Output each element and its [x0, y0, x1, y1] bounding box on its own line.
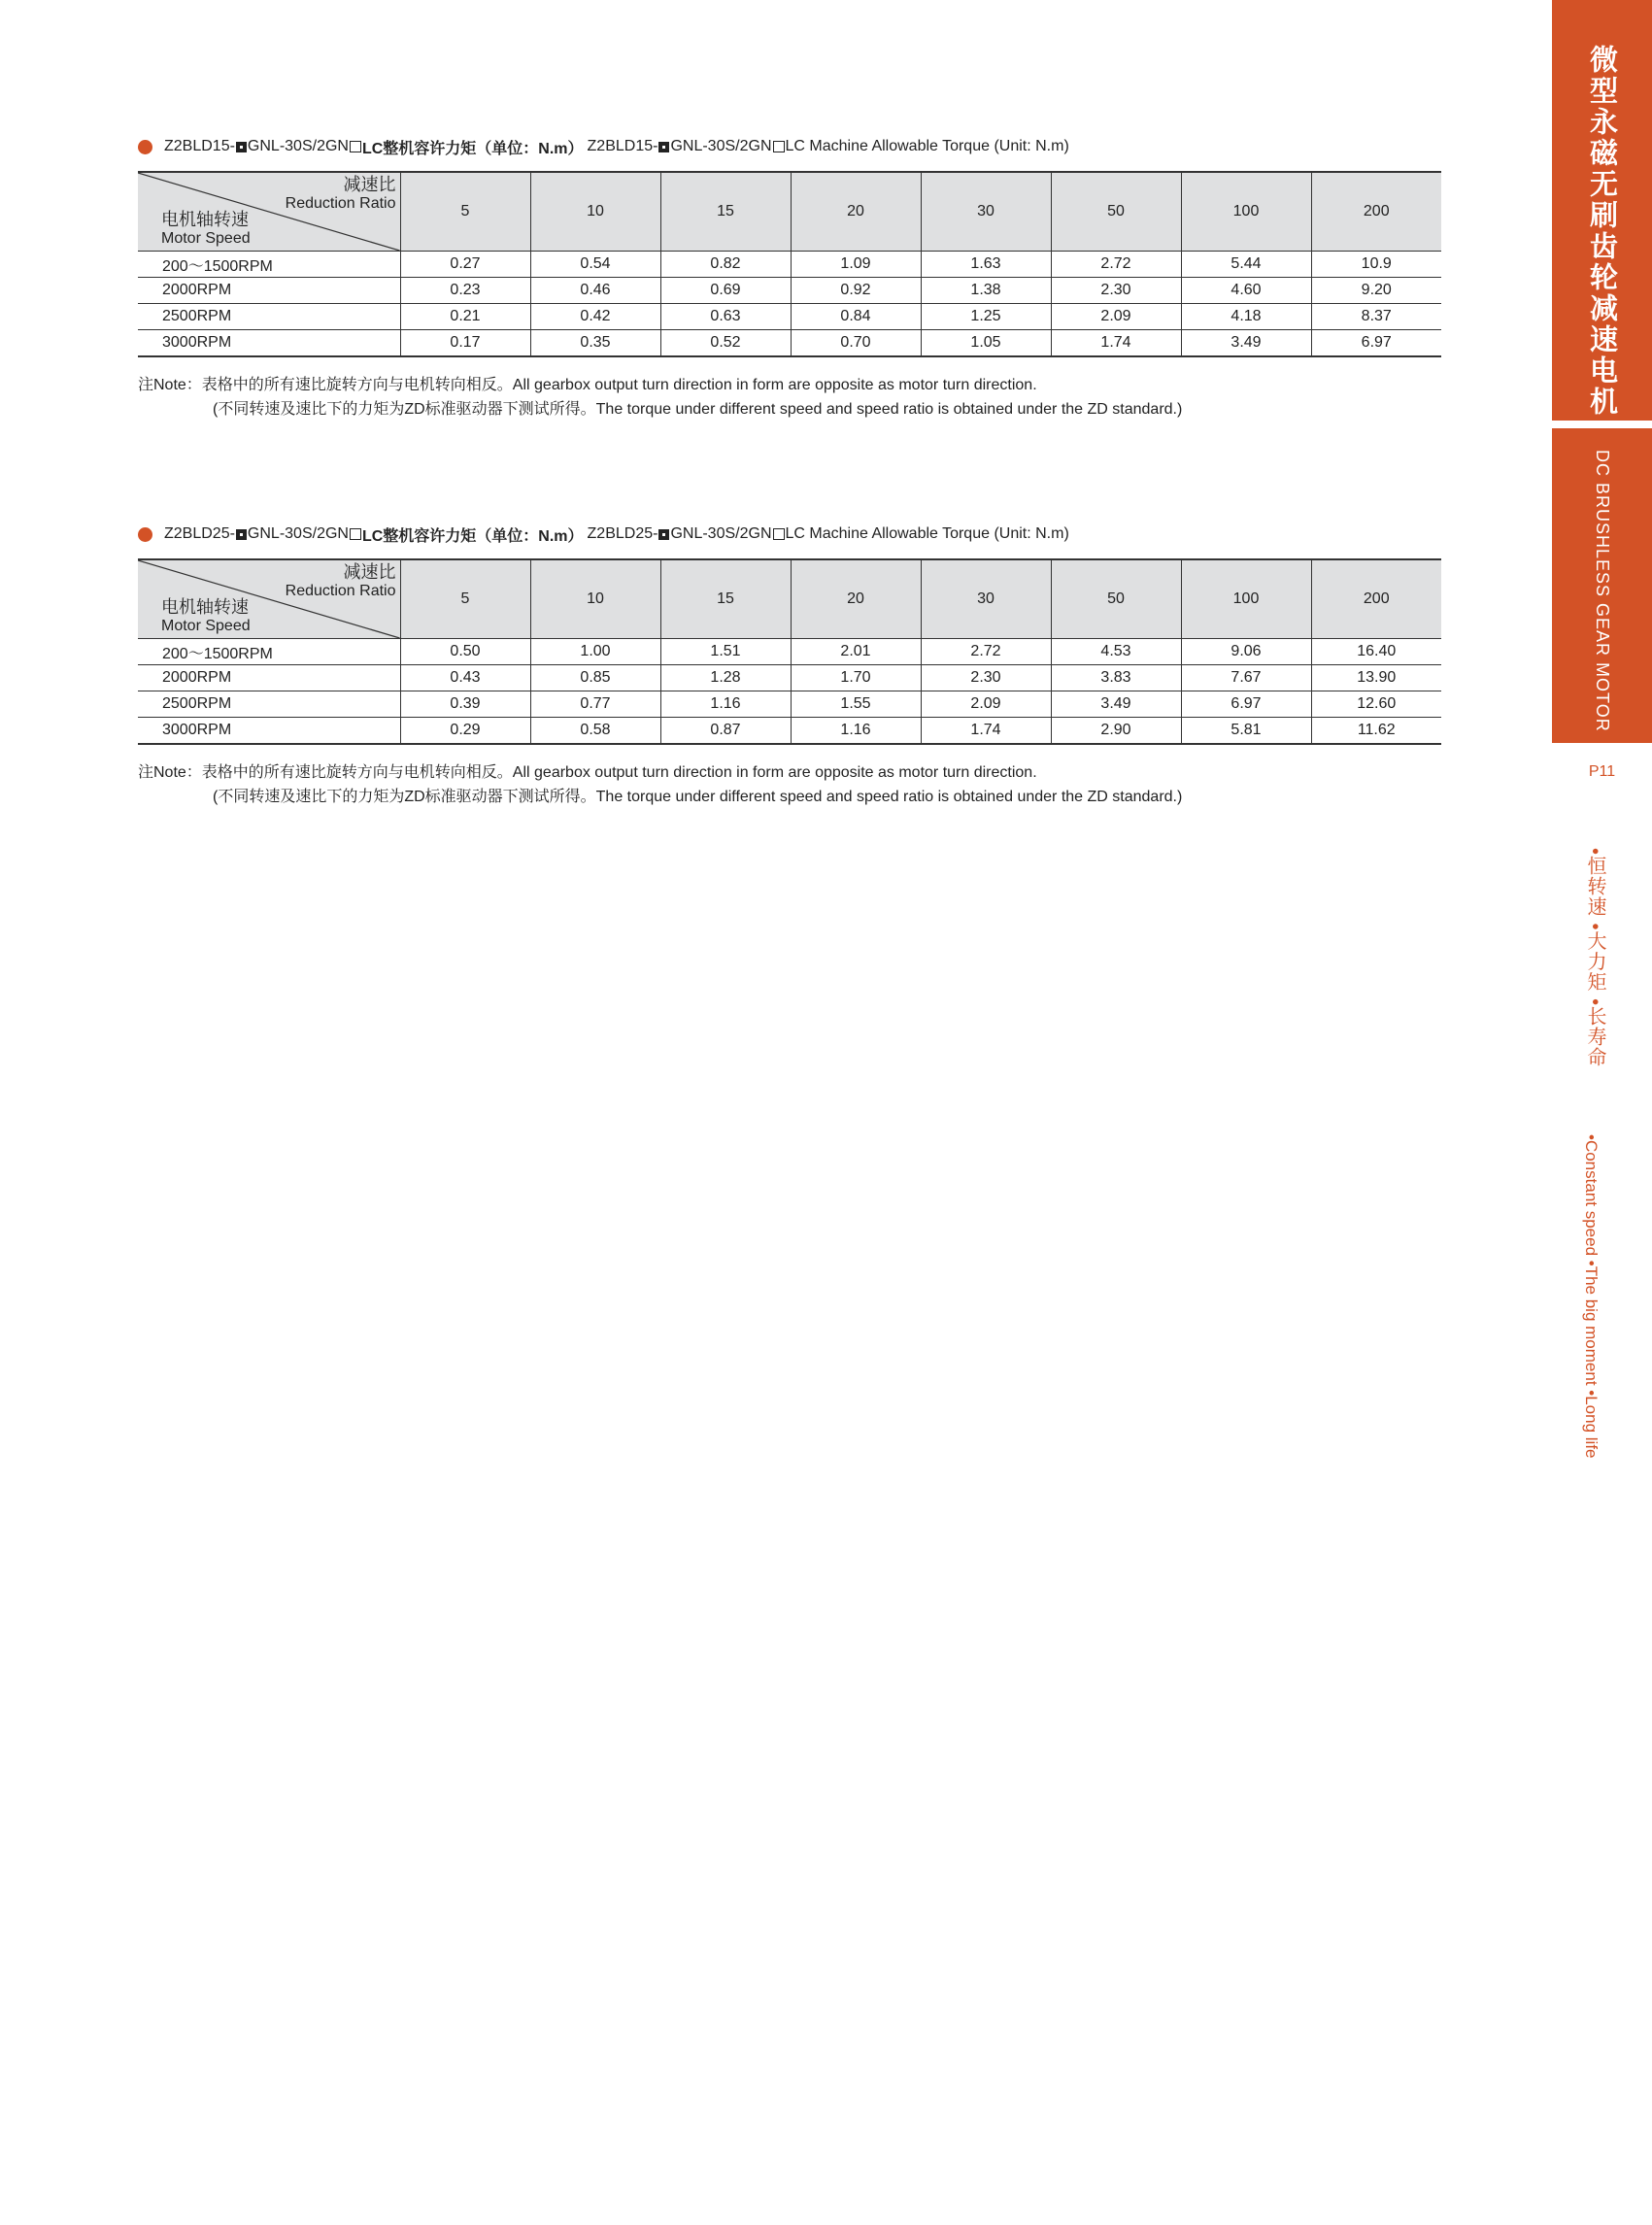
torque-cell: 0.70 [791, 330, 921, 357]
features-en: •Constant speed •The big moment •Long life [1582, 1134, 1601, 1459]
note [138, 373, 1441, 421]
title-en-suffix: LC Machine Allowable Torque (Unit: N.m) [785, 525, 1069, 542]
ratio-header: 20 [791, 172, 921, 252]
torque-cell: 0.77 [530, 691, 660, 718]
features-cn: •恒转速 •大力矩 •长寿命 [1584, 848, 1605, 1068]
torque-cell: 1.55 [791, 691, 921, 718]
torque-cell: 2.72 [1051, 252, 1181, 278]
table-row [138, 691, 1441, 718]
bullet-dot-icon [138, 527, 152, 542]
torque-cell: 1.25 [921, 304, 1051, 330]
torque-cell: 2.90 [1051, 718, 1181, 745]
speed-cell: 2000RPM [138, 278, 400, 304]
title-en-suffix: LC Machine Allowable Torque (Unit: N.m) [785, 138, 1069, 154]
sidebar-title-block [1552, 0, 1652, 421]
model-prefix: Z2BLD15- [164, 138, 235, 154]
torque-table [138, 171, 1441, 357]
torque-cell: 0.85 [530, 665, 660, 691]
torque-cell: 1.16 [791, 718, 921, 745]
ratio-header: 30 [921, 559, 1051, 639]
ratio-header: 5 [400, 172, 530, 252]
torque-cell: 1.00 [530, 639, 660, 665]
section-heading [138, 522, 1441, 547]
ratio-header: 15 [660, 559, 791, 639]
table-row [138, 718, 1441, 745]
table-body [138, 639, 1441, 745]
torque-cell: 7.67 [1181, 665, 1311, 691]
bullet-dot-icon [138, 140, 152, 154]
filled-box-icon [236, 529, 247, 540]
table-row [138, 330, 1441, 357]
torque-cell: 0.29 [400, 718, 530, 745]
speed-cell: 200～1500RPM [138, 252, 400, 278]
torque-cell: 1.16 [660, 691, 791, 718]
torque-cell: 10.9 [1311, 252, 1441, 278]
ratio-header: 50 [1051, 172, 1181, 252]
ratio-header: 100 [1181, 559, 1311, 639]
sidebar-subtitle-block [1552, 428, 1652, 743]
speed-cell: 2500RPM [138, 304, 400, 330]
note-line-2: (不同转速及速比下的力矩为ZD标准驱动器下测试所得。The torque under different speed and speed ratio is obtained under the ZD standard.) [213, 401, 1183, 418]
table-corner-header [138, 559, 400, 639]
torque-cell: 13.90 [1311, 665, 1441, 691]
torque-cell: 0.92 [791, 278, 921, 304]
table-row [138, 252, 1441, 278]
ratio-header: 20 [791, 559, 921, 639]
torque-cell: 1.28 [660, 665, 791, 691]
page-number: P11 [1588, 763, 1616, 780]
ratio-header: 200 [1311, 559, 1441, 639]
speed-label: 电机轴转速 Motor Speed [161, 210, 251, 247]
torque-cell: 0.58 [530, 718, 660, 745]
section-heading [138, 134, 1441, 159]
torque-cell: 6.97 [1181, 691, 1311, 718]
ratio-header: 200 [1311, 172, 1441, 252]
ratio-header: 5 [400, 559, 530, 639]
torque-cell: 3.49 [1051, 691, 1181, 718]
torque-cell: 0.17 [400, 330, 530, 357]
title-en-prefix: Z2BLD25- [587, 525, 658, 542]
torque-cell: 3.83 [1051, 665, 1181, 691]
sidebar-title-cn: 微型永磁无刷齿轮减速电机 [1586, 45, 1617, 418]
torque-cell: 0.42 [530, 304, 660, 330]
note-line-2: (不同转速及速比下的力矩为ZD标准驱动器下测试所得。The torque under different speed and speed ratio is obtained under the ZD standard.) [213, 789, 1183, 805]
torque-cell: 3.49 [1181, 330, 1311, 357]
ratio-header: 15 [660, 172, 791, 252]
title-cn: LC整机容许力矩（单位：N.m） [361, 140, 584, 157]
speed-cell: 2000RPM [138, 665, 400, 691]
torque-section-z2bld25 [138, 522, 1441, 809]
torque-cell: 1.09 [791, 252, 921, 278]
speed-label: 电机轴转速 Motor Speed [161, 597, 251, 634]
ratio-header: 30 [921, 172, 1051, 252]
ratio-header: 10 [530, 172, 660, 252]
ratio-header: 100 [1181, 172, 1311, 252]
ratio-label: 减速比 Reduction Ratio [285, 175, 396, 212]
speed-cell: 2500RPM [138, 691, 400, 718]
torque-cell: 0.50 [400, 639, 530, 665]
empty-box-icon [773, 141, 785, 152]
table-row [138, 304, 1441, 330]
table-row [138, 665, 1441, 691]
torque-cell: 2.01 [791, 639, 921, 665]
model-prefix: Z2BLD25- [164, 525, 235, 542]
model-mid: GNL-30S/2GN [247, 525, 349, 542]
note-line-1: 注Note：表格中的所有速比旋转方向与电机转向相反。All gearbox output turn direction in form are opposite as motor turn direction. [138, 764, 1037, 781]
torque-cell: 0.63 [660, 304, 791, 330]
filled-box-icon [658, 142, 669, 152]
torque-cell: 1.63 [921, 252, 1051, 278]
torque-cell: 5.81 [1181, 718, 1311, 745]
filled-box-icon [658, 529, 669, 540]
table-corner-header [138, 172, 400, 252]
speed-cell: 3000RPM [138, 330, 400, 357]
torque-cell: 0.43 [400, 665, 530, 691]
table-row [138, 639, 1441, 665]
title-cn: LC整机容许力矩（单位：N.m） [361, 527, 584, 545]
torque-cell: 9.20 [1311, 278, 1441, 304]
torque-cell: 9.06 [1181, 639, 1311, 665]
torque-cell: 8.37 [1311, 304, 1441, 330]
title-en-mid: GNL-30S/2GN [670, 525, 772, 542]
torque-cell: 0.27 [400, 252, 530, 278]
torque-cell: 4.60 [1181, 278, 1311, 304]
note-line-1: 注Note：表格中的所有速比旋转方向与电机转向相反。All gearbox output turn direction in form are opposite as motor turn direction. [138, 377, 1037, 393]
ratio-header: 10 [530, 559, 660, 639]
torque-cell: 2.72 [921, 639, 1051, 665]
torque-cell: 0.52 [660, 330, 791, 357]
title-en-mid: GNL-30S/2GN [670, 138, 772, 154]
torque-cell: 0.46 [530, 278, 660, 304]
torque-cell: 1.05 [921, 330, 1051, 357]
torque-cell: 11.62 [1311, 718, 1441, 745]
torque-cell: 0.54 [530, 252, 660, 278]
torque-cell: 0.35 [530, 330, 660, 357]
torque-cell: 2.09 [1051, 304, 1181, 330]
torque-section-z2bld15 [138, 134, 1441, 421]
torque-cell: 0.87 [660, 718, 791, 745]
torque-cell: 0.82 [660, 252, 791, 278]
speed-cell: 3000RPM [138, 718, 400, 745]
sidebar-title-en: DC BRUSHLESS GEAR MOTOR [1593, 450, 1612, 732]
torque-cell: 0.39 [400, 691, 530, 718]
torque-cell: 0.84 [791, 304, 921, 330]
model-mid: GNL-30S/2GN [247, 138, 349, 154]
torque-cell: 4.53 [1051, 639, 1181, 665]
torque-cell: 2.30 [921, 665, 1051, 691]
torque-cell: 2.09 [921, 691, 1051, 718]
torque-cell: 6.97 [1311, 330, 1441, 357]
note [138, 760, 1441, 809]
torque-cell: 0.21 [400, 304, 530, 330]
empty-box-icon [350, 141, 361, 152]
table-row [138, 278, 1441, 304]
speed-cell: 200～1500RPM [138, 639, 400, 665]
torque-cell: 1.51 [660, 639, 791, 665]
torque-cell: 1.74 [1051, 330, 1181, 357]
torque-cell: 0.23 [400, 278, 530, 304]
torque-cell: 1.70 [791, 665, 921, 691]
torque-cell: 16.40 [1311, 639, 1441, 665]
torque-cell: 1.38 [921, 278, 1051, 304]
empty-box-icon [350, 528, 361, 540]
ratio-header: 50 [1051, 559, 1181, 639]
torque-cell: 4.18 [1181, 304, 1311, 330]
title-en-prefix: Z2BLD15- [587, 138, 658, 154]
filled-box-icon [236, 142, 247, 152]
torque-cell: 2.30 [1051, 278, 1181, 304]
torque-table [138, 558, 1441, 745]
torque-cell: 0.69 [660, 278, 791, 304]
torque-cell: 1.74 [921, 718, 1051, 745]
table-body [138, 252, 1441, 357]
ratio-label: 减速比 Reduction Ratio [285, 562, 396, 599]
torque-cell: 12.60 [1311, 691, 1441, 718]
torque-cell: 5.44 [1181, 252, 1311, 278]
empty-box-icon [773, 528, 785, 540]
